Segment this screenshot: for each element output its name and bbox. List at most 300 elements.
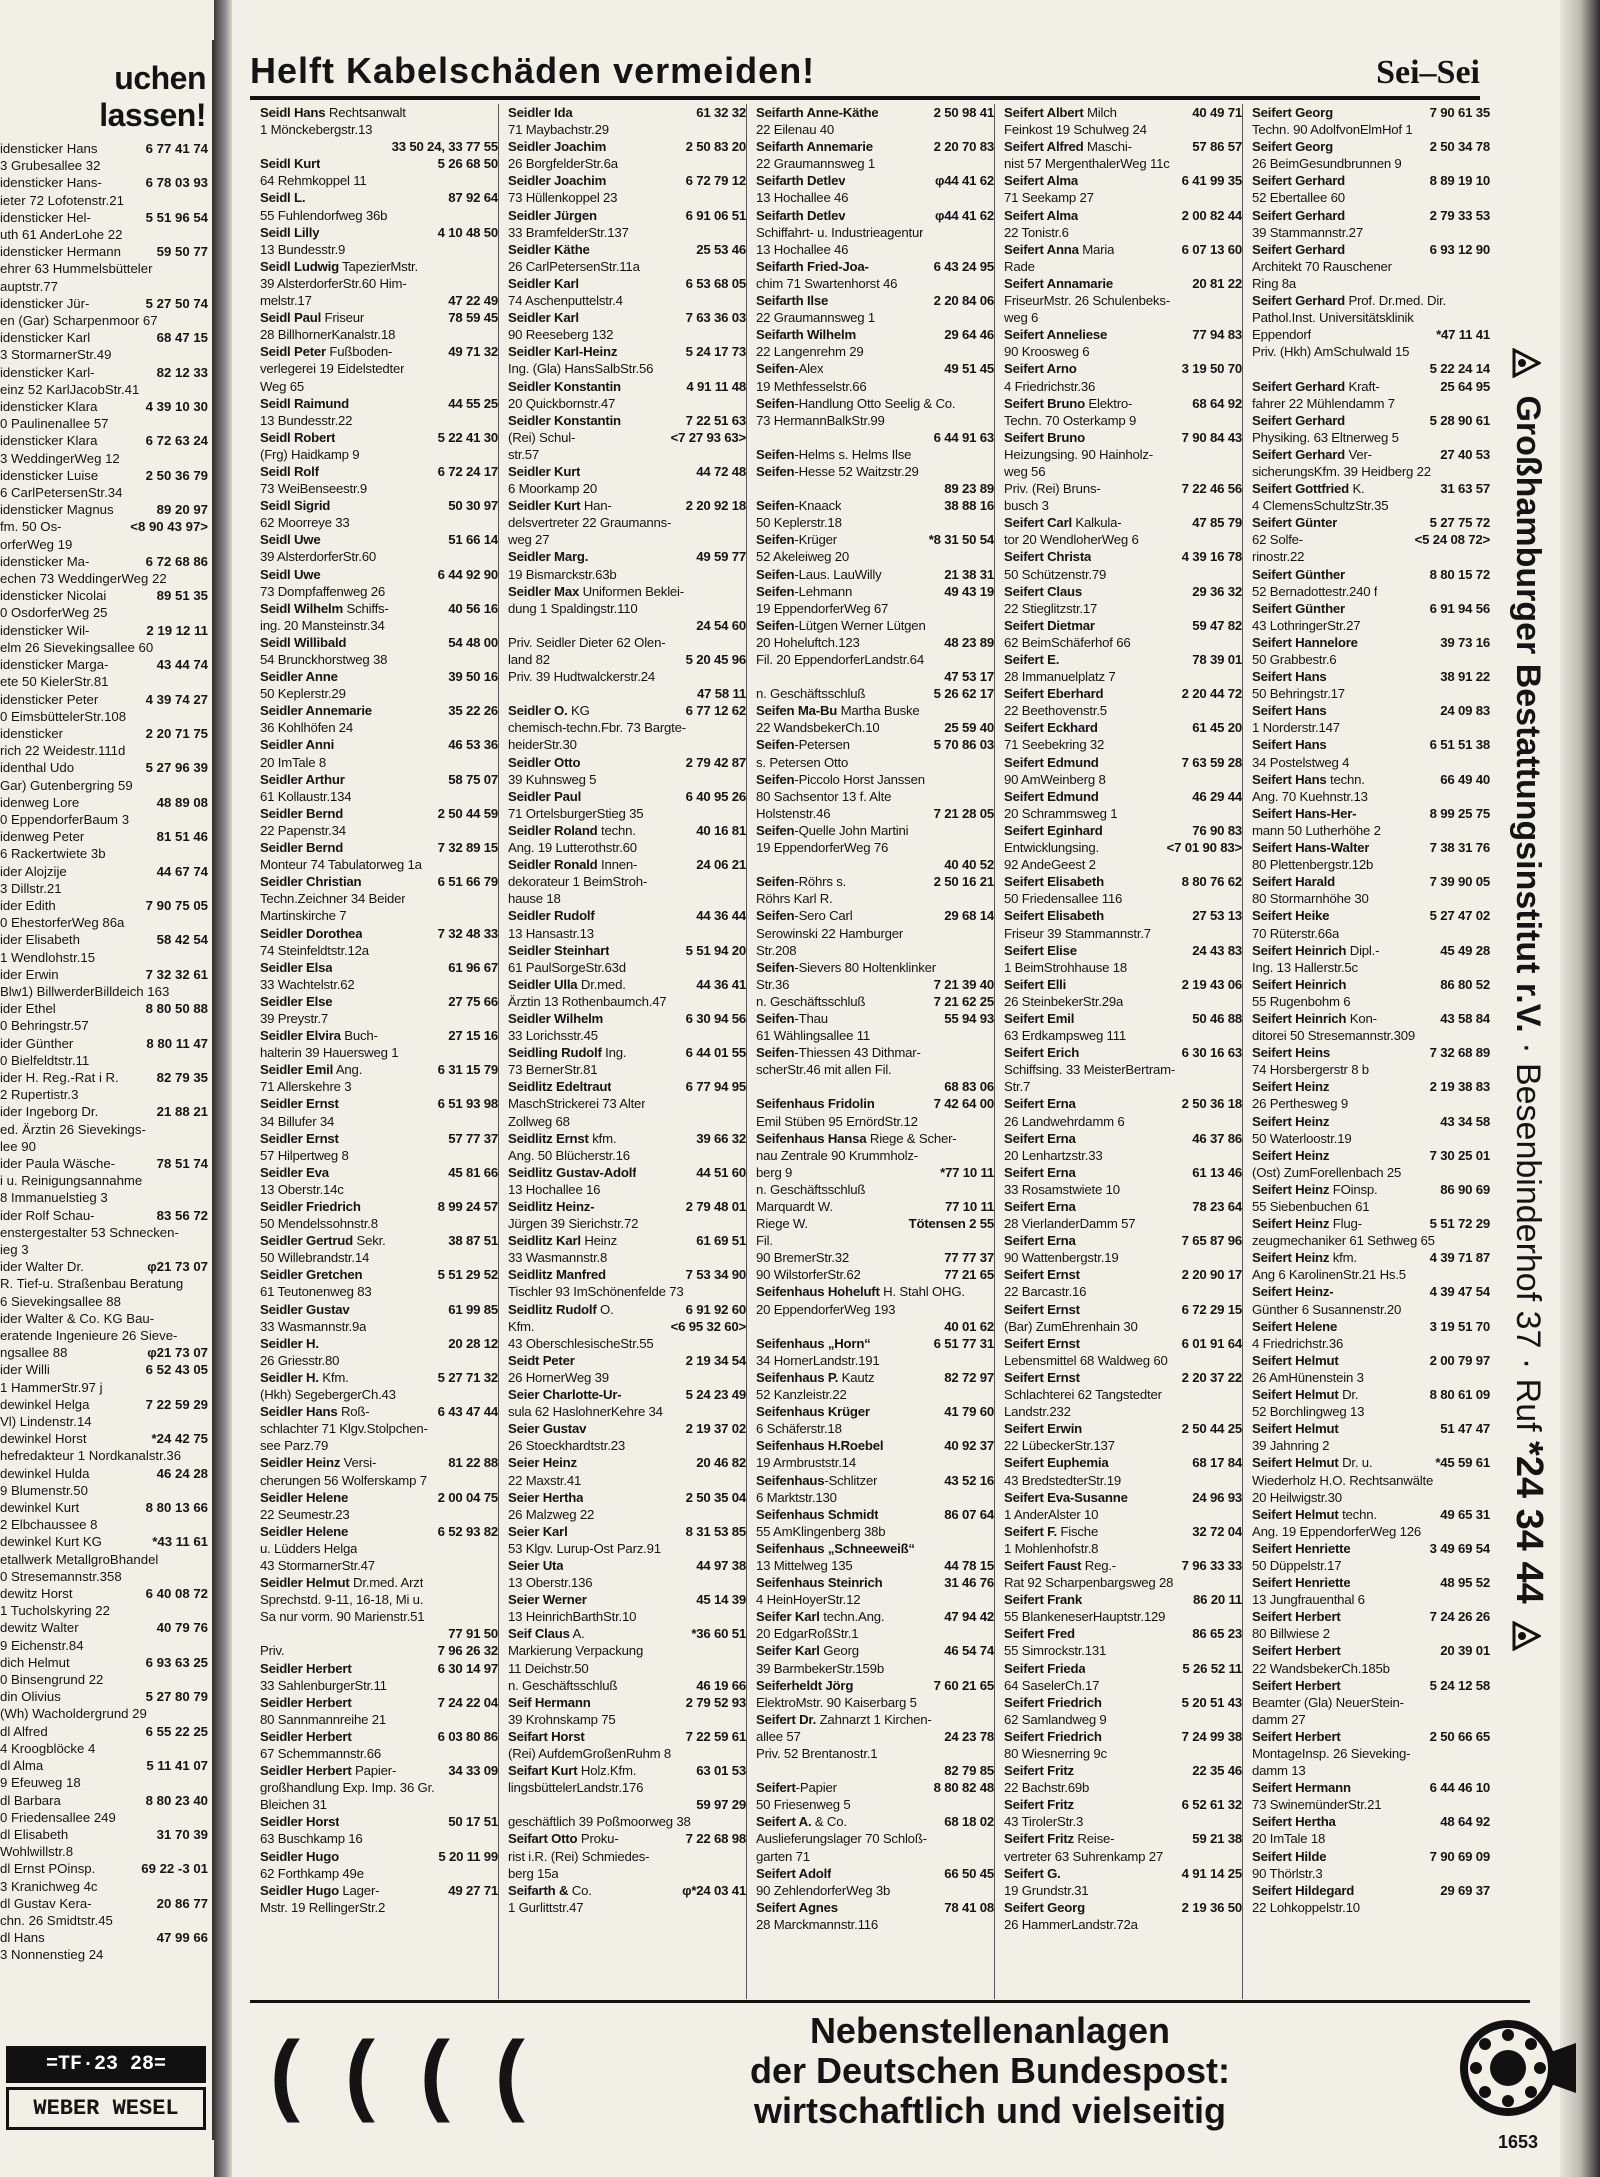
entry-text: [260, 1523, 348, 1540]
entry-phone: 2 20 90 17: [1181, 1267, 1242, 1283]
directory-entry: [0, 346, 212, 363]
entry-text: dich Helmut: [0, 1654, 70, 1670]
entry-surname: Seidler Herbert: [260, 1660, 352, 1676]
entry-text: [508, 754, 580, 771]
directory-entry: [1004, 1865, 1242, 1882]
entry-surname: Seidler Elsa: [260, 959, 333, 975]
entry-text: Lebensmittel 68 Waldweg 60: [1004, 1352, 1168, 1368]
entry-text: [508, 1489, 583, 1506]
directory-entry: [260, 1078, 498, 1095]
entry-surname: Seifert Heinz: [1252, 1147, 1330, 1163]
entry-surname: Seifert Bruno: [1004, 429, 1085, 445]
entry-text: 4 Friedrichstr.36: [1252, 1335, 1344, 1351]
entry-text: 26 HornerWeg 39: [508, 1369, 609, 1385]
entry-phone: 27 75 66: [448, 993, 498, 1009]
entry-text: [1004, 907, 1104, 924]
entry-text: damm 13: [1252, 1763, 1306, 1779]
directory-entry: [1252, 1728, 1490, 1745]
entry-surname: Seifenhaus Schmidt: [756, 1506, 879, 1522]
entry-phone: 4 39 47 54: [1429, 1284, 1490, 1300]
entry-text: Entwicklungsing.: [1004, 840, 1100, 856]
entry-surname: Seifen Ma-Bu: [756, 703, 838, 719]
entry-text: 26 Malzweg 22: [508, 1506, 595, 1522]
entry-surname: Seifert Hans: [1252, 703, 1327, 719]
entry-text: 80 Sachsentor 13 f. Alte: [756, 788, 892, 804]
entry-surname: Seifert Ernst: [1004, 1369, 1080, 1385]
entry-text: idenweg Peter: [0, 829, 85, 845]
entry-text: 1 Mönckebergstr.13: [260, 122, 373, 138]
directory-entry: [1004, 1352, 1242, 1369]
entry-phone: *47 11 41: [1436, 327, 1490, 343]
entry-text: 73 Hüllenkoppel 23: [508, 190, 618, 206]
directory-entry: [508, 1608, 746, 1625]
entry-phone: 2 20 71 75: [145, 725, 208, 741]
entry-text: rich 22 Weidestr.111d: [0, 743, 126, 759]
entry-text: dl Gustav Kera-: [0, 1895, 92, 1911]
entry-text: Seifen-Lehmann: [756, 583, 853, 599]
entry-surname: Seifert Fritz: [1004, 1763, 1074, 1779]
directory-entry: [0, 1379, 212, 1396]
entry-text: 20 EdgarRoßStr.1: [756, 1626, 859, 1642]
directory-entry: [756, 1557, 994, 1574]
entry-text: [508, 309, 579, 326]
directory-entry: [260, 121, 498, 138]
entry-surname: Seifert Edmund: [1004, 788, 1099, 804]
entry-phone: 2 79 52 93: [685, 1694, 746, 1710]
directory-entry: [1252, 258, 1490, 275]
entry-surname: Seidler Herbert: [260, 1763, 352, 1779]
directory-entry: [508, 326, 746, 343]
directory-entry: [1004, 1335, 1242, 1352]
entry-text: ehrer 63 Hummelsbütteler: [0, 261, 153, 277]
entry-phone: 6 01 91 64: [1181, 1335, 1242, 1351]
entry-surname: Seidler Friedrich: [260, 1199, 361, 1214]
directory-entry: [508, 583, 746, 600]
entry-surname: Seifen: [756, 583, 795, 599]
directory-entry: [260, 993, 498, 1010]
directory-entry: [1252, 925, 1490, 942]
entry-text: weg 27: [508, 532, 550, 548]
entry-surname: Seifert Arno: [1004, 361, 1077, 377]
directory-entry: [1004, 1249, 1242, 1266]
entry-surname: Seifert Heinrich: [1252, 1010, 1347, 1026]
directory-entry: [0, 1121, 212, 1138]
entry-text: Seifen-Quelle John Martini: [756, 822, 909, 838]
entry-text: [1004, 1694, 1102, 1711]
entry-text: Seidler H. Kfm.: [260, 1369, 349, 1385]
entry-surname: Seidler Christian: [260, 874, 362, 890]
directory-entry: [1004, 514, 1242, 531]
directory-entry: [508, 1369, 746, 1386]
directory-entry: [508, 993, 746, 1010]
entry-text: [260, 634, 346, 651]
entry-phone: 77 94 83: [1192, 327, 1242, 343]
entry-text: 55 Simrockstr.131: [1004, 1643, 1107, 1659]
entry-text: 26 CarlPetersenStr.11a: [508, 258, 640, 274]
entry-text: Seifen-Laus. LauWilly: [756, 566, 882, 582]
directory-entry: [260, 497, 498, 514]
entry-phone: 7 24 26 26: [1429, 1609, 1490, 1625]
entry-text: ider H. Reg.-Rat i R.: [0, 1069, 119, 1085]
entry-phone: 49 59 77: [696, 549, 746, 565]
directory-entry: [756, 959, 994, 976]
entry-phone: 77 21 65: [944, 1267, 994, 1283]
directory-entry: [756, 412, 994, 429]
entry-text: 43 BredstedterStr.19: [1004, 1472, 1121, 1488]
entry-phone: 3 19 50 70: [1181, 361, 1242, 377]
entry-text: land 82: [508, 652, 550, 667]
entry-text: [1252, 1848, 1326, 1865]
directory-entry: [756, 1574, 994, 1591]
entry-surname: Seifen: [756, 874, 795, 890]
entry-surname: Seier Hertha: [508, 1489, 584, 1505]
directory-entry: [756, 1642, 994, 1659]
directory-entry: [508, 497, 746, 514]
directory-entry: [0, 1069, 212, 1086]
entry-phone: 6 30 94 56: [685, 1010, 746, 1026]
entry-text: 43 TirolerStr.3: [1004, 1814, 1084, 1830]
entry-phone: 7 24 22 04: [437, 1694, 498, 1710]
entry-text: ider Rolf Schau-: [0, 1207, 95, 1223]
entry-surname: Seifert Helene: [1252, 1318, 1338, 1334]
entry-text: Seifert-Papier: [756, 1780, 837, 1796]
entry-text: [1252, 1113, 1329, 1130]
directory-entry: [0, 295, 212, 312]
directory-entry: [756, 736, 994, 753]
entry-phone: 49 43 19: [944, 583, 994, 599]
entry-surname: Seidler Steinhart: [508, 942, 610, 958]
entry-text: [1004, 719, 1098, 736]
entry-text: Seifen-Lütgen Werner Lütgen: [756, 617, 926, 633]
directory-entry: [508, 207, 746, 224]
entry-text: 0 Paulinenallee 57: [0, 416, 109, 432]
directory-entry: [260, 1249, 498, 1266]
entry-text: [1004, 1865, 1061, 1882]
directory-entry: [1004, 1523, 1242, 1540]
entry-phone: 21 88 21: [156, 1104, 208, 1120]
entry-text: 50 Keplerstr.29: [260, 686, 346, 702]
directory-entry: [0, 174, 212, 191]
entry-text: MontageInsp. 26 Sieveking-: [1252, 1746, 1411, 1761]
directory-entry: [260, 1318, 498, 1335]
directory-entry: [756, 1591, 994, 1608]
entry-phone: 7 63 36 03: [685, 310, 746, 326]
directory-entry: [1004, 1232, 1242, 1249]
directory-entry: [756, 1283, 994, 1300]
entry-text: Str.208: [756, 942, 797, 958]
entry-text: [1252, 1044, 1330, 1061]
entry-text: 4 HeinHoyerStr.12: [756, 1592, 861, 1608]
entry-phone: 78 23 64: [1192, 1199, 1242, 1214]
directory-entry: [1004, 172, 1242, 189]
entry-text: 26 BeimGesundbrunnen 9: [1252, 156, 1402, 172]
entry-text: 50 Schützenstr.79: [1004, 566, 1107, 582]
directory-entry: [1004, 736, 1242, 753]
directory-entry: [1004, 412, 1242, 429]
directory-entry: [1004, 1677, 1242, 1694]
entry-phone: 5 24 23 49: [685, 1387, 746, 1403]
directory-entry: [260, 1728, 498, 1745]
directory-entry: [0, 1723, 212, 1740]
entry-text: ider Ingeborg Dr.: [0, 1104, 99, 1120]
entry-phone: 5 27 75 72: [1429, 515, 1490, 531]
bundespost-advert: [250, 2000, 1530, 2138]
directory-entry: [1252, 514, 1490, 531]
directory-entry: [0, 1757, 212, 1774]
entry-text: 34 HornerLandstr.191: [756, 1352, 880, 1368]
entry-phone: 27 53 13: [1192, 908, 1242, 924]
directory-entry: [756, 480, 994, 497]
directory-entry: [1252, 1147, 1490, 1164]
entry-text: 74 Steinfeldtstr.12a: [260, 942, 369, 958]
entry-surname: Seifarth &: [508, 1882, 569, 1898]
entry-phone: 57 86 57: [1192, 139, 1242, 155]
directory-entry: [756, 1232, 994, 1249]
entry-text: [1004, 1010, 1074, 1027]
directory-entry: [260, 224, 498, 241]
entry-text: 19 Grundstr.31: [1004, 1882, 1089, 1898]
entry-phone: 48 95 52: [1440, 1575, 1490, 1591]
entry-text: mann 50 Lutherhöhe 2: [1252, 822, 1381, 838]
directory-entry: [1252, 309, 1490, 326]
entry-phone: 40 92 37: [944, 1438, 994, 1454]
entry-phone: 6 44 01 55: [685, 1045, 746, 1061]
entry-text: [1004, 1130, 1076, 1147]
entry-text: 63 Buschkamp 16: [260, 1831, 363, 1847]
entry-surname: Seifert Faust: [1004, 1557, 1082, 1573]
entry-text: Seifert A. & Co.: [756, 1814, 847, 1830]
entry-text: dewinkel Kurt: [0, 1500, 80, 1516]
directory-entry: [260, 1352, 498, 1369]
entry-text: Seidl Peter Fußboden-: [260, 344, 393, 360]
entry-text: rinostr.22: [1252, 549, 1305, 565]
entry-text: n. Geschäftsschluß: [756, 686, 866, 702]
entry-text: 61 PaulSorgeStr.63d: [508, 959, 626, 975]
entry-surname: Seidler Dorothea: [260, 925, 363, 941]
directory-entry: [1004, 548, 1242, 565]
entry-phone: 78 39 01: [1192, 652, 1242, 667]
entry-text: Ing. 13 Hallerstr.5c: [1252, 959, 1358, 975]
entry-text: 22 Tonistr.6: [1004, 224, 1069, 240]
directory-entry: [508, 976, 746, 993]
entry-text: 3 Grubesallee 32: [0, 158, 101, 174]
entry-surname: Seifert Fritz: [1004, 1797, 1074, 1813]
entry-text: [260, 805, 343, 822]
directory-entry: [508, 1061, 746, 1078]
entry-text: [1004, 1591, 1082, 1608]
entry-phone: 7 21 62 25: [933, 993, 994, 1009]
entry-phone: 5 11 41 07: [146, 1758, 208, 1774]
entry-text: 4 Friedrichstr.36: [1004, 378, 1096, 394]
entry-text: [1004, 1044, 1079, 1061]
directory-entry: [260, 1506, 498, 1523]
entry-text: MaschStrickerei 73 Alter: [508, 1096, 646, 1112]
entry-text: vertreter 63 Suhrenkamp 27: [1004, 1848, 1163, 1864]
entry-surname: Seifenhaus P.: [756, 1369, 839, 1385]
directory-entry: [508, 514, 746, 531]
directory-entry: [1252, 1540, 1490, 1557]
entry-surname: Seidler Kurt: [508, 498, 581, 514]
advert-call-label: Ruf: [1509, 1378, 1547, 1432]
entry-text: [1004, 1301, 1080, 1318]
directory-entry: [756, 1403, 994, 1420]
entry-phone: Tötensen 2 55: [908, 1216, 994, 1232]
directory-entry: [508, 241, 746, 258]
entry-phone: 47 99 66: [156, 1930, 208, 1946]
entry-text: 0 EppendorferBaum 3: [0, 811, 130, 827]
directory-entry: [260, 771, 498, 788]
entry-text: Martinskirche 7: [260, 908, 347, 924]
entry-text: Seifert Heinz Flug-: [1252, 1216, 1362, 1232]
entry-text: [756, 207, 845, 224]
entry-text: idensticker Hermann: [0, 244, 121, 260]
directory-entry: [1004, 839, 1242, 856]
directory-entry: [0, 1138, 212, 1155]
entry-text: 43 LothringerStr.27: [1252, 617, 1361, 633]
entry-text: 1 BeimStrohhause 18: [1004, 959, 1128, 975]
directory-entry: [508, 1728, 746, 1745]
entry-text: idensticker Marga-: [0, 657, 109, 673]
entry-phone: *45 59 61: [1435, 1455, 1490, 1471]
directory-entry: [508, 942, 746, 959]
directory-entry: [1252, 138, 1490, 155]
entry-text: u. Lüdders Helga: [260, 1540, 358, 1556]
entry-surname: Seier Werner: [508, 1592, 587, 1608]
entry-text: [508, 1694, 591, 1711]
entry-text: ider Alojzije: [0, 863, 67, 879]
directory-entry: [1252, 856, 1490, 873]
directory-entry: [508, 1335, 746, 1352]
directory-entry: [0, 914, 212, 931]
directory-entry: [1252, 993, 1490, 1010]
entry-phone: 89 23 89: [944, 481, 994, 497]
entry-text: [508, 942, 609, 959]
directory-entry: [756, 531, 994, 548]
directory-entry: [1004, 719, 1242, 736]
directory-entry: [260, 514, 498, 531]
header-name-range: Sei–Sei: [1376, 54, 1480, 91]
entry-surname: Seidl Robert: [260, 429, 336, 445]
directory-entry: [260, 890, 498, 907]
entry-text: [756, 1899, 838, 1916]
entry-text: Seifen-Thau: [756, 1010, 828, 1026]
entry-surname: Seidler Kurt: [508, 463, 581, 479]
entry-text: [508, 138, 606, 155]
entry-text: ider Walter & Co. KG Bau-: [0, 1310, 155, 1326]
directory-entry: [0, 209, 212, 226]
entry-phone: φ44 41 62: [935, 207, 994, 223]
entry-text: [1252, 514, 1337, 531]
directory-entry: [1004, 343, 1242, 360]
directory-entry: [756, 1437, 994, 1454]
entry-phone: 7 32 89 15: [437, 840, 498, 856]
entry-phone: 39 73 16: [1440, 634, 1490, 650]
directory-entry: [1252, 275, 1490, 292]
entry-text: [260, 771, 345, 788]
directory-entry: [0, 845, 212, 862]
directory-entry: [1004, 1403, 1242, 1420]
entry-text: 28 VierlanderDamm 57: [1004, 1216, 1136, 1232]
entry-phone: 2 79 42 87: [685, 754, 746, 770]
entry-surname: Seifert Herbert: [1252, 1677, 1341, 1693]
entry-text: Seifen-Röhrs s.: [756, 874, 847, 890]
directory-entry: [0, 1602, 212, 1619]
entry-text: Physiking. 63 Eltnerweg 5: [1252, 429, 1399, 445]
directory-entry: [260, 463, 498, 480]
directory-entry: [1252, 1078, 1490, 1095]
entry-phone: 68 47 15: [156, 330, 208, 346]
entry-surname: Seifert Hans: [1252, 669, 1327, 685]
entry-phone: 6 91 06 51: [685, 207, 746, 223]
entry-phone: 68 18 02: [944, 1814, 994, 1830]
entry-text: [1252, 241, 1345, 258]
entry-surname: Seifert Herbert: [1252, 1643, 1341, 1659]
entry-text: 61 Teutonenweg 83: [260, 1284, 372, 1300]
directory-entry: [756, 1335, 994, 1352]
entry-text: Seidler Elvira Buch-: [260, 1028, 378, 1044]
entry-text: 20 ImTale 18: [1252, 1831, 1326, 1847]
directory-entry: [508, 1266, 746, 1283]
directory-entry: [260, 1198, 498, 1215]
directory-entry: [0, 604, 212, 621]
directory-entry: [1252, 839, 1490, 856]
entry-surname: Seifert Erna: [1004, 1199, 1076, 1214]
directory-entry: [508, 189, 746, 206]
entry-text: 71 Allerskehre 3: [260, 1079, 352, 1095]
entry-phone: 5 20 45 96: [685, 652, 746, 667]
entry-text: Seidl Hans Rechtsanwalt: [260, 105, 406, 120]
directory-entry: [508, 121, 746, 138]
directory-entry: [1004, 993, 1242, 1010]
directory-entry: [756, 258, 994, 275]
directory-entry: [508, 446, 746, 463]
directory-entry: [756, 1711, 994, 1728]
entry-text: 22 Seumestr.23: [260, 1506, 350, 1522]
entry-text: 64 SaselerCh.17: [1004, 1677, 1100, 1693]
entry-phone: 49 27 71: [448, 1882, 498, 1898]
directory-entry: [260, 736, 498, 753]
directory-entry: [260, 1779, 498, 1796]
directory-entry: [756, 907, 994, 924]
entry-text: 9 Efeuweg 18: [0, 1775, 81, 1791]
directory-column-5: [1252, 104, 1490, 1999]
directory-entry: [260, 531, 498, 548]
entry-phone: 8 80 23 40: [145, 1792, 208, 1808]
entry-phone: 83 56 72: [156, 1207, 208, 1223]
directory-entry: [1004, 1728, 1242, 1745]
telephone-handset-icons: ( ( ( (: [270, 2024, 535, 2124]
entry-phone: 51 66 14: [448, 532, 498, 548]
directory-entry: [508, 1164, 746, 1181]
directory-entry: [260, 1010, 498, 1027]
directory-entry: [1004, 292, 1242, 309]
directory-entry: [260, 583, 498, 600]
directory-entry: [0, 312, 212, 329]
entry-phone: 8 80 61 09: [1429, 1387, 1490, 1403]
entry-text: Seifert Heinz FOinsp.: [1252, 1181, 1378, 1197]
entry-text: [260, 1130, 339, 1147]
directory-entry: [1004, 1095, 1242, 1112]
entry-text: 73 HermannBalkStr.99: [756, 412, 885, 428]
directory-entry: [508, 531, 746, 548]
directory-entry: [260, 668, 498, 685]
entry-text: 52 Borchlingweg 13: [1252, 1404, 1365, 1420]
entry-text: [1252, 702, 1327, 719]
entry-surname: Seidler Gretchen: [260, 1267, 363, 1283]
directory-entry: [260, 1608, 498, 1625]
entry-text: 39 Kuhnsweg 5: [508, 771, 597, 787]
directory-entry: [260, 1523, 498, 1540]
